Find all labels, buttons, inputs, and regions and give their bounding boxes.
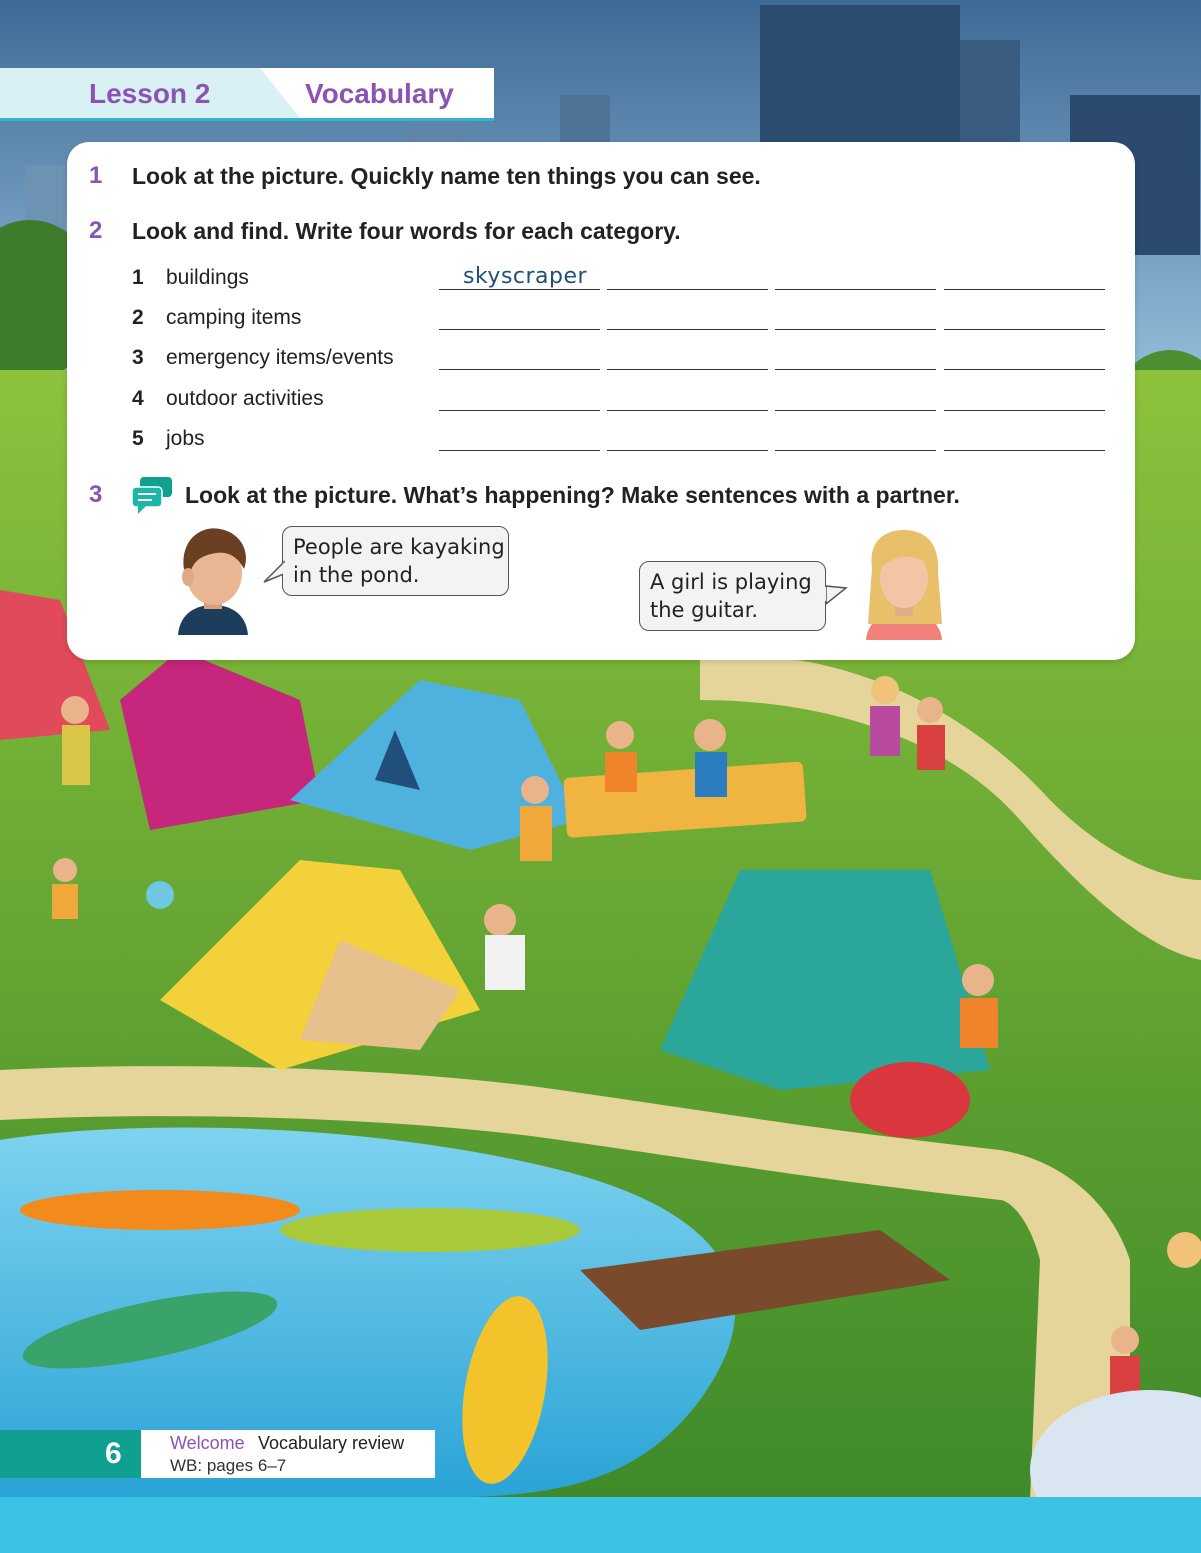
answer-blank[interactable] xyxy=(439,410,600,411)
category-label-emergency: emergency items/events xyxy=(166,346,394,369)
answer-blank[interactable] xyxy=(439,289,600,290)
category-label-outdoor-activities: outdoor activities xyxy=(166,387,324,410)
exercise-2-instruction: Look and find. Write four words for each category. xyxy=(132,218,681,244)
speech-bubble-girl xyxy=(639,561,826,631)
bubble-tail xyxy=(824,584,848,608)
boy-avatar xyxy=(172,525,254,640)
section-title: Vocabulary xyxy=(305,78,454,109)
answer-blank[interactable] xyxy=(607,329,768,330)
bubble-tail xyxy=(262,560,286,584)
speech-line: the guitar. xyxy=(650,598,759,622)
lesson-header xyxy=(0,68,494,121)
answer-blank[interactable] xyxy=(775,289,936,290)
exercise-3-number: 3 xyxy=(89,481,103,508)
answer-blank[interactable] xyxy=(607,450,768,451)
answer-blank[interactable] xyxy=(944,450,1105,451)
answer-blank[interactable] xyxy=(439,329,600,330)
page-number: 6 xyxy=(105,1437,122,1470)
girl-avatar xyxy=(858,528,950,645)
category-number: 3 xyxy=(132,346,144,369)
category-label-camping-items: camping items xyxy=(166,306,302,329)
category-number: 4 xyxy=(132,387,144,410)
speech-line: A girl is playing xyxy=(650,570,812,594)
answer-blank[interactable] xyxy=(944,329,1105,330)
workbook-reference: WB: pages 6–7 xyxy=(170,1456,287,1475)
category-number: 2 xyxy=(132,306,144,329)
footer-unit: Welcome xyxy=(170,1433,245,1453)
category-number: 1 xyxy=(132,266,144,289)
speech-bubbles-icon xyxy=(130,475,174,515)
category-label-buildings: buildings xyxy=(166,266,249,289)
lesson-label: Lesson 2 xyxy=(89,78,211,109)
category-number: 5 xyxy=(132,427,144,450)
category-label-jobs: jobs xyxy=(166,427,205,450)
exercise-1-number: 1 xyxy=(89,162,103,189)
answer-blank[interactable] xyxy=(944,410,1105,411)
answer-blank[interactable] xyxy=(775,329,936,330)
answer-blank[interactable] xyxy=(775,410,936,411)
answer-blank[interactable] xyxy=(607,369,768,370)
answer-blank[interactable] xyxy=(944,289,1105,290)
footer-bar xyxy=(0,1497,1201,1553)
example-answer: skyscraper xyxy=(463,264,588,289)
speech-line: People are kayaking xyxy=(293,535,505,559)
answer-blank[interactable] xyxy=(775,450,936,451)
footer-title: Vocabulary review xyxy=(258,1433,405,1453)
answer-blank[interactable] xyxy=(439,369,600,370)
answer-blank[interactable] xyxy=(607,289,768,290)
exercise-2-number: 2 xyxy=(89,217,103,244)
speech-bubble-boy xyxy=(282,526,509,596)
answer-blank[interactable] xyxy=(775,369,936,370)
exercise-3-instruction: Look at the picture. What’s happening? Make sentences with a partner. xyxy=(185,482,960,508)
exercise-1-instruction: Look at the picture. Quickly name ten things you can see. xyxy=(132,163,761,189)
answer-blank[interactable] xyxy=(944,369,1105,370)
speech-line: in the pond. xyxy=(293,563,420,587)
answer-blank[interactable] xyxy=(607,410,768,411)
answer-blank[interactable] xyxy=(439,450,600,451)
